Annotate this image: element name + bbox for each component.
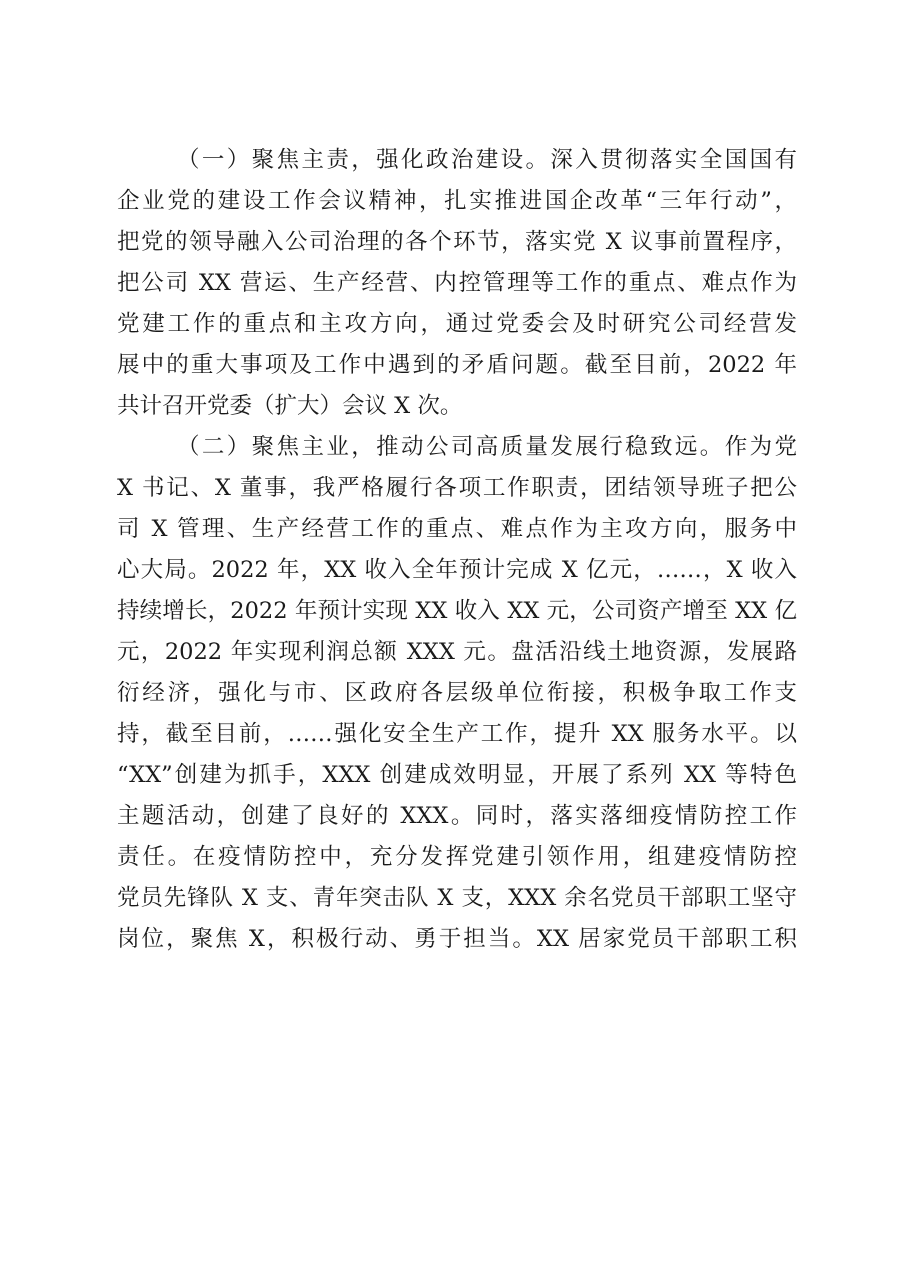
paragraph-line: 责任。在疫情防控中，充分发挥党建引领作用，组建疫情防控	[117, 844, 797, 870]
paragraph-2	[117, 427, 797, 1001]
paragraph-line: 党员先锋队 X 支、青年突击队 X 支，XXX 余名党员干部职工坚守	[117, 885, 797, 911]
paragraph-line: 持续增长，2022 年预计实现 XX 收入 XX 元，公司资产增至 XX 亿	[117, 598, 797, 624]
paragraph-line: 衍经济，强化与市、区政府各层级单位衔接，积极争取工作支	[117, 680, 797, 706]
paragraph-line: X 书记、X 董事，我严格履行各项工作职责，团结领导班子把公	[117, 475, 797, 501]
paragraph-line: 党建工作的重点和主攻方向，通过党委会及时研究公司经营发	[117, 311, 797, 337]
paragraph-line	[117, 960, 797, 1001]
document-body	[117, 140, 797, 1001]
paragraph-line: （一）聚焦主责，强化政治建设。深入贯彻落实全国国有	[177, 147, 797, 173]
paragraph-line: 元，2022 年实现利润总额 XXX 元。盘活沿线土地资源，发展路	[117, 639, 797, 665]
paragraph-line: 企业党的建设工作会议精神，扎实推进国企改革“三年行动”，	[117, 188, 797, 214]
paragraph-line: 持，截至目前，……强化安全生产工作，提升 XX 服务水平。以	[117, 721, 797, 747]
paragraph-line: （二）聚焦主业，推动公司高质量发展行稳致远。作为党	[177, 434, 797, 460]
paragraph-line: 主题活动，创建了良好的 XXX。同时，落实落细疫情防控工作	[117, 803, 797, 829]
paragraph-line: 把公司 XX 营运、生产经营、内控管理等工作的重点、难点作为	[117, 270, 797, 296]
paragraph-line: 把党的领导融入公司治理的各个环节，落实党 X 议事前置程序，	[117, 229, 797, 255]
paragraph-line: 共计召开党委（扩大）会议 X 次。	[117, 393, 463, 419]
paragraph-line: 司 X 管理、生产经营工作的重点、难点作为主攻方向，服务中	[117, 516, 797, 542]
paragraph-line: 岗位，聚焦 X，积极行动、勇于担当。XX 居家党员干部职工积	[117, 926, 797, 952]
paragraph-line: “XX”创建为抓手，XXX 创建成效明显，开展了系列 XX 等特色	[117, 762, 797, 788]
paragraph-line: 展中的重大事项及工作中遇到的矛盾问题。截至目前，2022 年	[117, 352, 797, 378]
paragraph-1	[117, 140, 797, 427]
paragraph-line: 心大局。2022 年，XX 收入全年预计完成 X 亿元，……，X 收入	[117, 557, 797, 583]
